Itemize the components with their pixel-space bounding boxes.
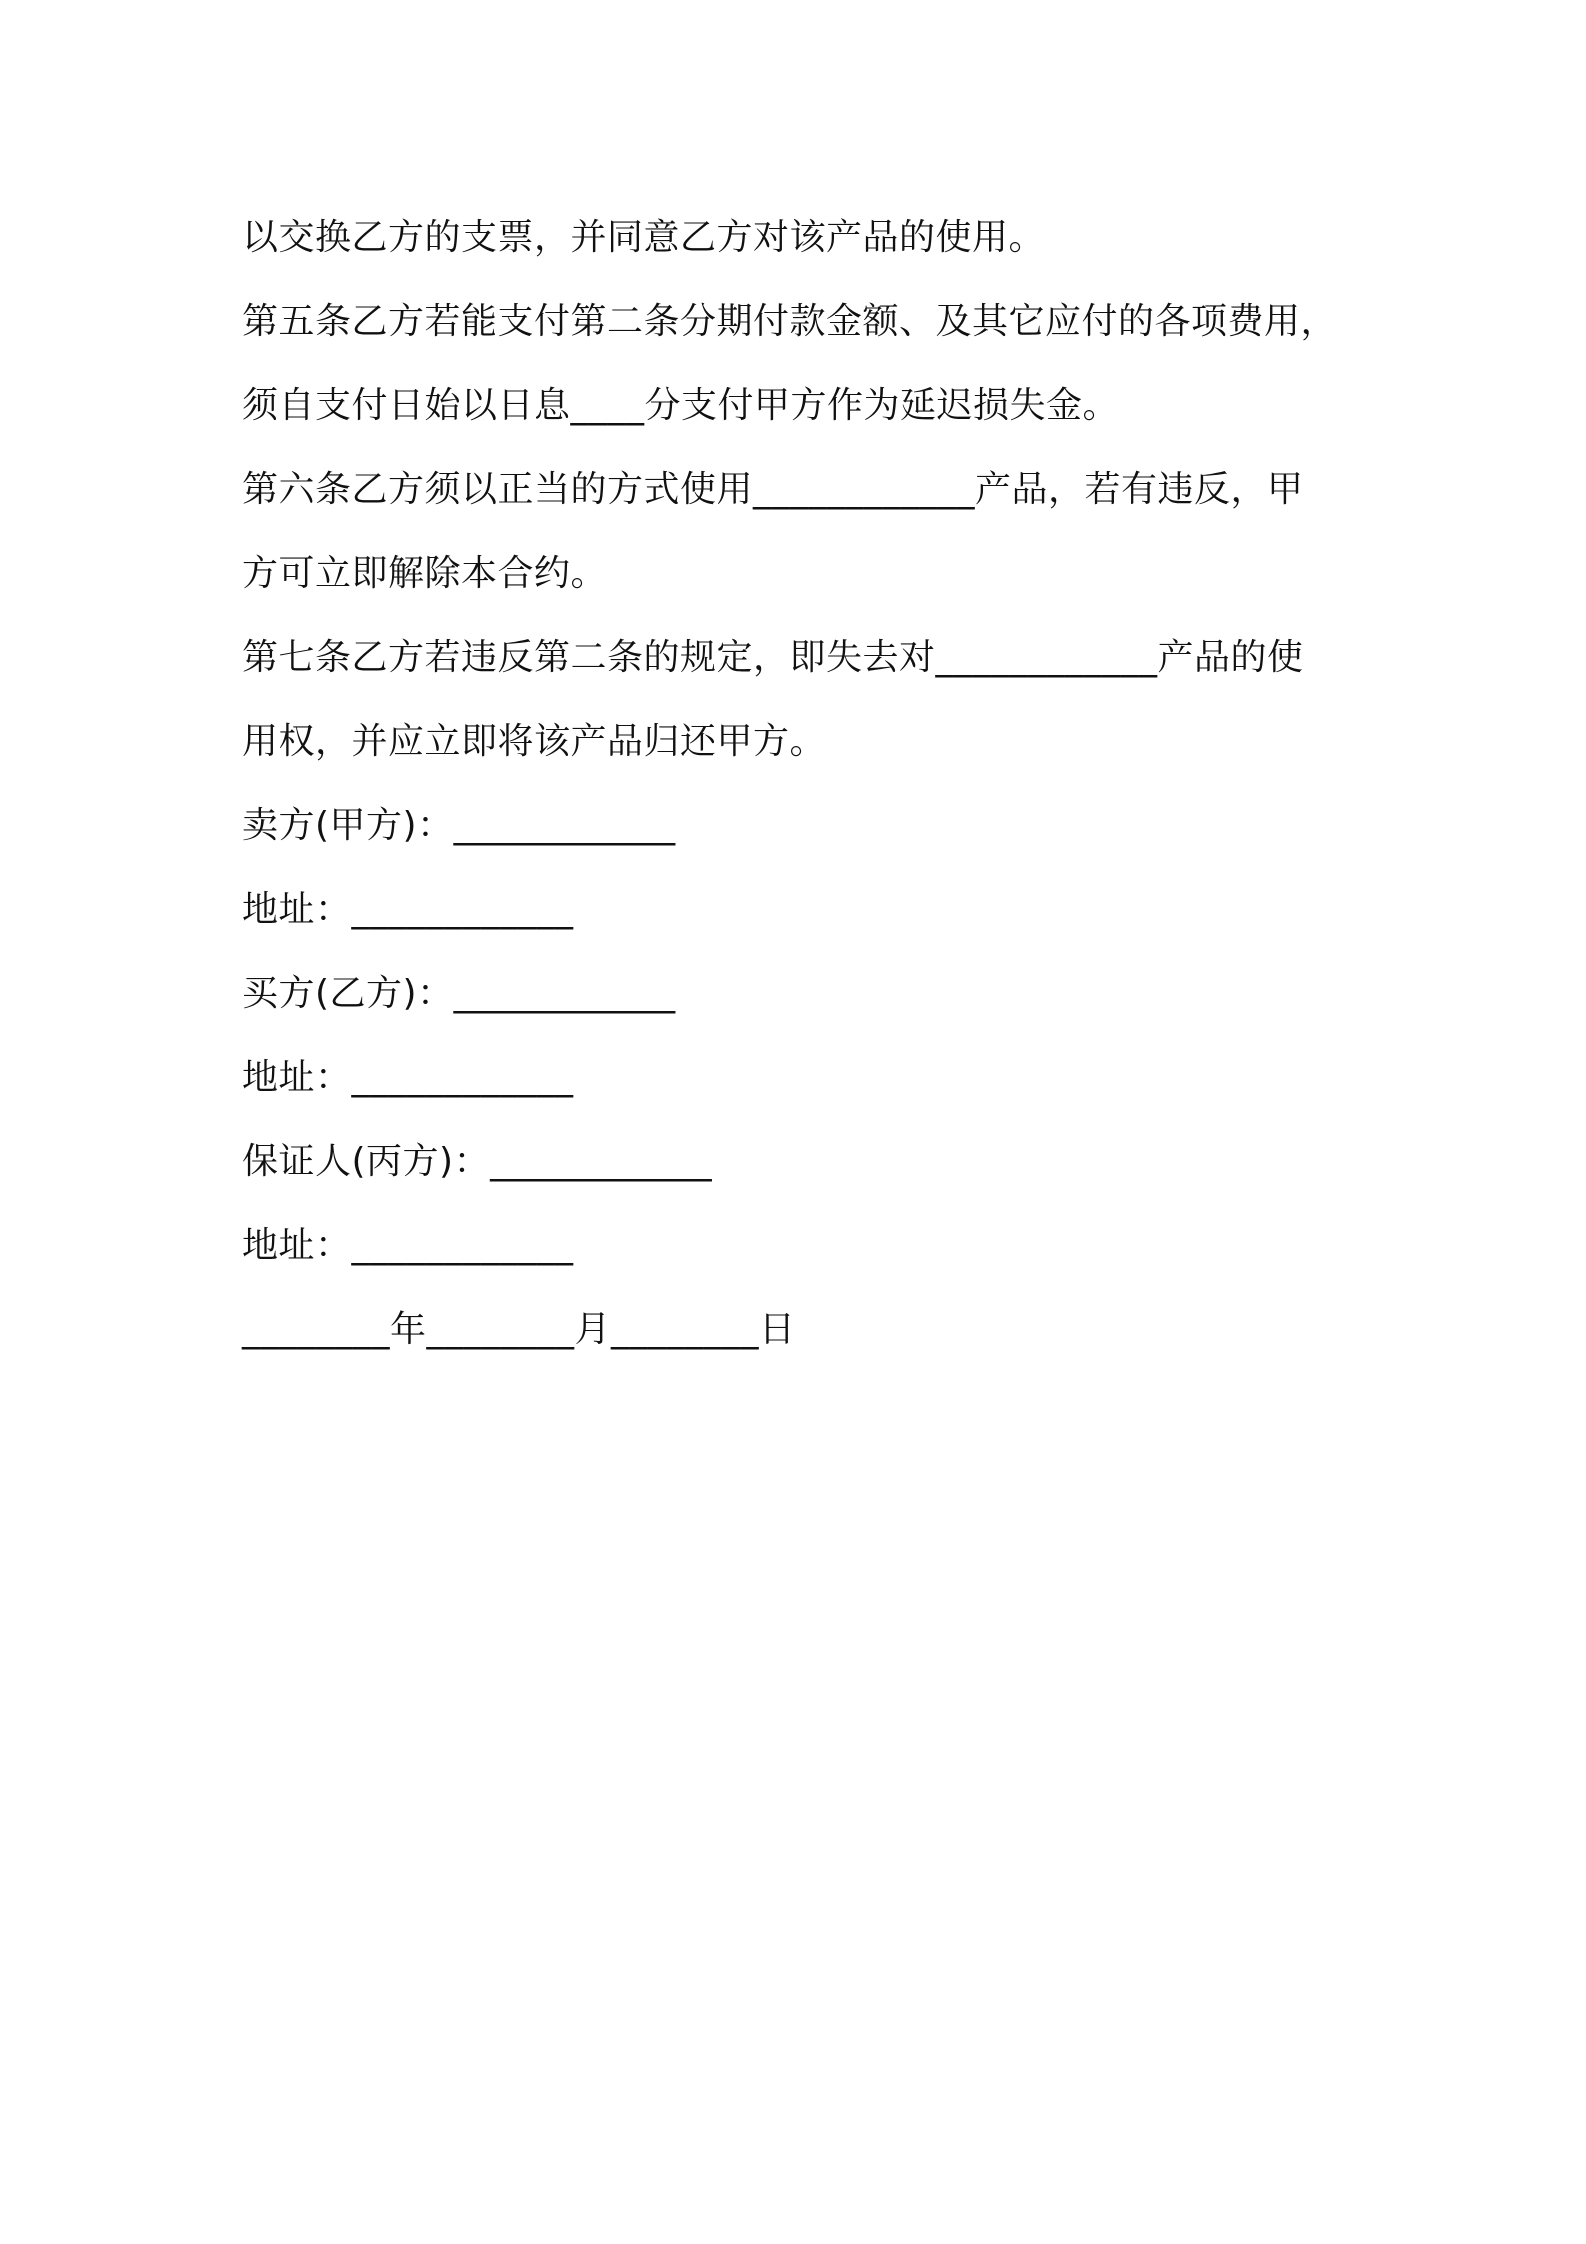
- clause-6-line-2: 方可立即解除本合约。: [242, 553, 608, 594]
- clause-5-line-2: 须自支付日始以日息____分支付甲方作为延迟损失金。: [242, 385, 1120, 426]
- seller-field: 卖方(甲方)：____________: [242, 805, 676, 846]
- clause-6-line-1: 第六条乙方须以正当的方式使用____________产品，若有违反，甲: [242, 469, 1304, 510]
- clause-7-line-2: 用权，并应立即将该产品归还甲方。: [242, 721, 827, 762]
- guarantor-address-field: 地址：____________: [242, 1225, 574, 1266]
- clause-5-line-1: 第五条乙方若能支付第二条分期付款金额、及其它应付的各项费用，: [242, 301, 1338, 342]
- clause-4-continuation: 以交换乙方的支票，并同意乙方对该产品的使用。: [242, 217, 1046, 258]
- clause-7-line-1: 第七条乙方若违反第二条的规定，即失去对____________产品的使: [242, 637, 1304, 678]
- buyer-field: 买方(乙方)：____________: [242, 973, 676, 1014]
- guarantor-field: 保证人(丙方)：____________: [242, 1141, 713, 1182]
- seller-address-field: 地址：____________: [242, 889, 574, 930]
- date-field: ________年________月________日: [242, 1309, 796, 1350]
- buyer-address-field: 地址：____________: [242, 1057, 574, 1098]
- document-body: [242, 196, 1362, 1372]
